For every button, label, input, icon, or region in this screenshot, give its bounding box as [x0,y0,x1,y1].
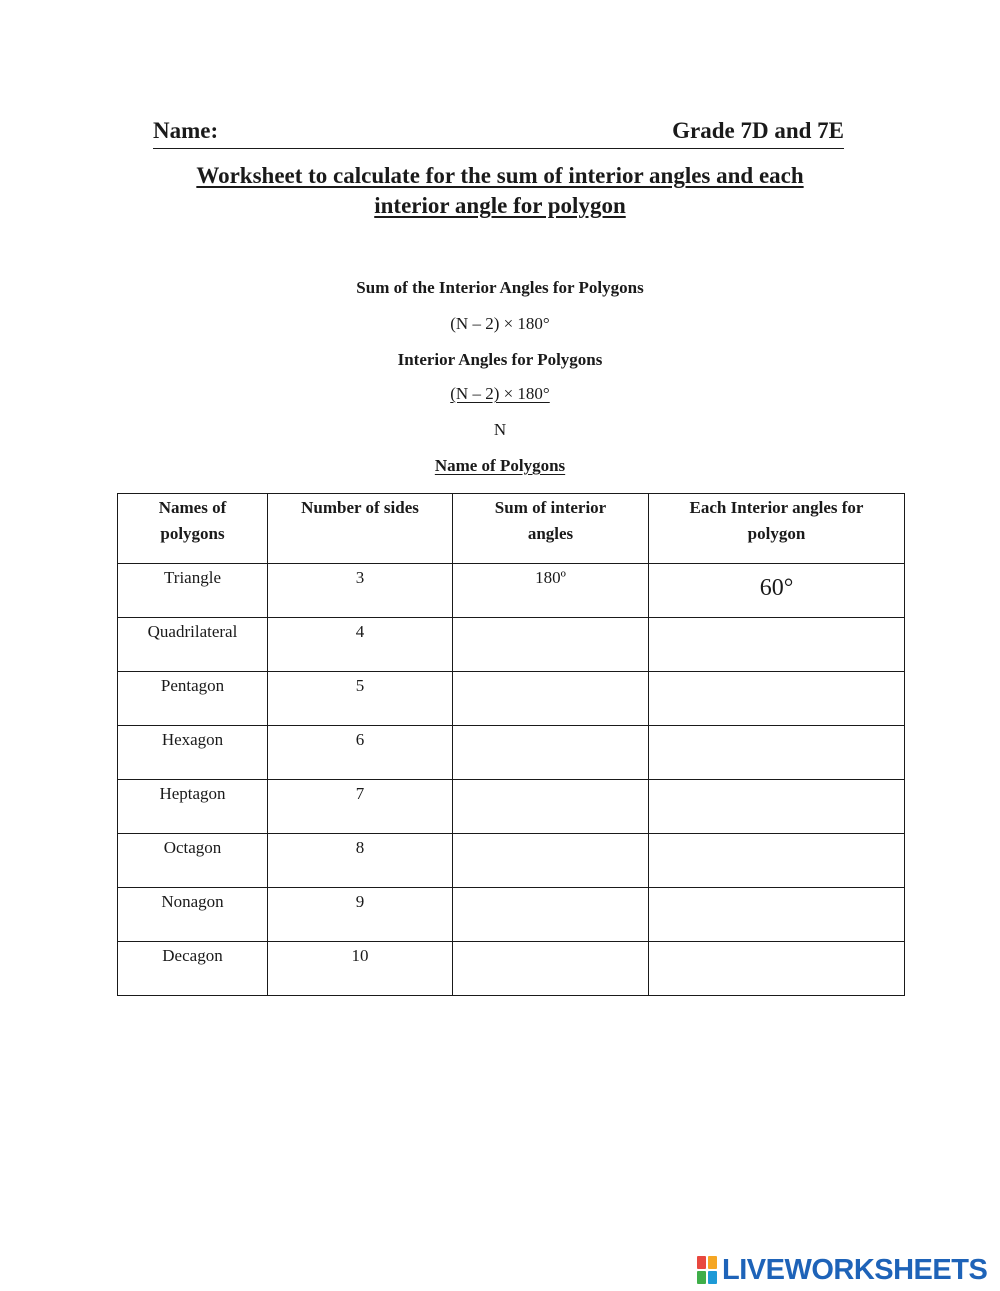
sides-cell: 4 [268,618,453,672]
logo-block-1 [697,1256,706,1269]
liveworksheets-logo [697,1255,987,1285]
table-row [118,834,905,888]
sum-answer-cell[interactable] [453,942,649,996]
sides-cell: 7 [268,780,453,834]
sum-answer-cell[interactable]: 180º [453,564,649,618]
worksheet-title [120,161,880,221]
table-row [118,672,905,726]
sides-cell: 8 [268,834,453,888]
name-grade-header [153,118,844,149]
sum-answer-cell[interactable] [453,888,649,942]
each-answer-value: 60° [759,575,794,601]
sum-heading: Sum of the Interior Angles for Polygons [356,278,644,297]
header-sum-interior: Sum of interior angles [453,494,649,564]
interior-heading: Interior Angles for Polygons [397,350,603,369]
logo-block-3 [697,1271,706,1284]
polygon-name-cell: Octagon [118,834,268,888]
table-row [118,942,905,996]
sum-answer-cell[interactable] [453,726,649,780]
polygons-table [117,493,905,996]
sum-answer-cell[interactable] [453,672,649,726]
each-answer-cell[interactable] [649,618,905,672]
sides-cell: 3 [268,564,453,618]
grade-label: Grade 7D and 7E [672,118,844,143]
each-answer-cell[interactable] [649,564,905,618]
polygon-name-cell: Hexagon [118,726,268,780]
sum-answer-cell[interactable] [453,618,649,672]
each-answer-cell[interactable] [649,672,905,726]
name-label: Name: [153,118,219,143]
polygon-name-cell: Pentagon [118,672,268,726]
each-answer-cell[interactable] [649,780,905,834]
each-answer-cell[interactable] [649,942,905,996]
sum-formula: (N – 2) × 180° [450,314,550,333]
worksheet-title-line-1: Worksheet to calculate for the sum of interior angles and each [196,163,804,188]
polygon-name-cell: Quadrilateral [118,618,268,672]
liveworksheets-logo-text: LIVEWORKSHEETS [722,1253,988,1286]
table-header-row [118,494,905,564]
liveworksheets-logo-icon [697,1256,719,1284]
table-row [118,618,905,672]
polygon-name-cell: Decagon [118,942,268,996]
interior-numerator-text: (N – 2) × 180° [450,384,550,403]
sides-cell: 5 [268,672,453,726]
table-heading [0,455,1000,477]
table-row [118,780,905,834]
logo-block-4 [708,1271,717,1284]
interior-formula-denominator: N [493,420,507,439]
header-number-of-sides: Number of sides [268,494,453,564]
sum-answer-cell[interactable] [453,834,649,888]
interior-formula-numerator [0,383,1000,405]
worksheet-title-line-2: interior angle for polygon [374,193,626,218]
sides-cell: 6 [268,726,453,780]
table-row [118,564,905,618]
sides-cell: 9 [268,888,453,942]
polygon-name-cell: Triangle [118,564,268,618]
each-answer-cell[interactable] [649,726,905,780]
each-answer-cell[interactable] [649,888,905,942]
table-row [118,888,905,942]
table-row [118,726,905,780]
logo-block-2 [708,1256,717,1269]
table-heading-text: Name of Polygons [434,456,566,475]
header-each-interior: Each Interior angles for polygon [649,494,905,564]
sum-answer-cell[interactable] [453,780,649,834]
sides-cell: 10 [268,942,453,996]
polygon-name-cell: Heptagon [118,780,268,834]
polygon-name-cell: Nonagon [118,888,268,942]
header-polygon-names: Names of polygons [118,494,268,564]
each-answer-cell[interactable] [649,834,905,888]
